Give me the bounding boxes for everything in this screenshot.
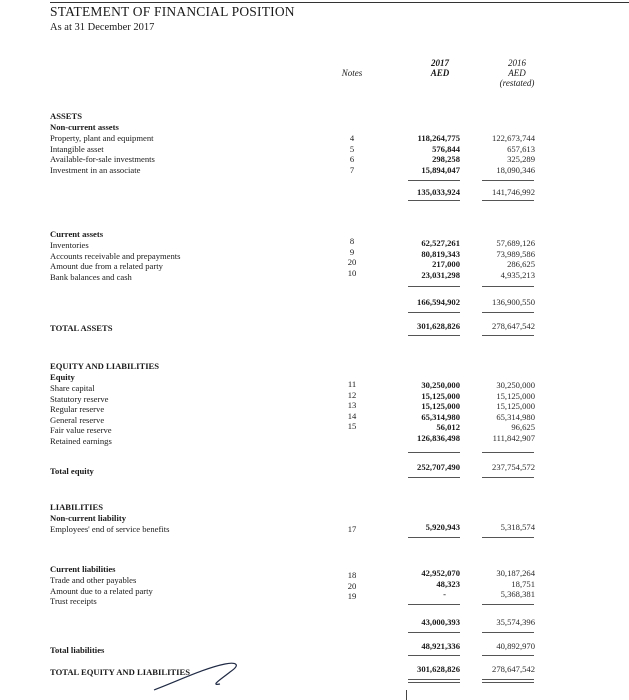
equity-heading: Equity (50, 372, 75, 382)
current-liabilities-heading: Current liabilities (50, 564, 116, 574)
value-2016: 30,187,264 (496, 568, 535, 578)
total-rule (482, 335, 534, 336)
row-note: 9 (349, 246, 355, 257)
total-liabilities-2016: 40,892,970 (496, 641, 535, 651)
current-assets-labels (50, 240, 181, 282)
statement-date: As at 31 December 2017 (50, 22, 155, 33)
value-2017: - (443, 589, 446, 599)
row-note: 20 (347, 257, 357, 267)
row-label: Available-for-sale investments (50, 154, 155, 164)
value-2017: 23,031,298 (421, 269, 460, 280)
value-2016: 122,673,744 (492, 133, 535, 143)
subtotal-rule (482, 632, 534, 633)
signature-stroke (150, 650, 270, 698)
subtotal-rule (408, 655, 460, 656)
value-2016: 57,689,126 (496, 238, 535, 248)
total-assets-2016: 278,647,542 (492, 321, 535, 331)
year-2017-header (415, 58, 465, 78)
row-label: Trade and other payables (50, 575, 137, 585)
row-label: Fair value reserve (50, 425, 112, 435)
subtotal-rule (482, 286, 534, 287)
equity-2017 (380, 380, 460, 443)
year-2016-header (487, 58, 547, 88)
value-2016: 657,613 (507, 143, 535, 154)
subtotal-rule (482, 180, 534, 181)
value-2016: 15,125,000 (496, 401, 535, 411)
row-note: 10 (347, 267, 357, 278)
total-rule (482, 679, 534, 680)
total-assets-label: TOTAL ASSETS (50, 323, 113, 333)
row-label: Regular reserve (50, 404, 105, 414)
value-2016: 5,318,574 (500, 522, 535, 532)
value-2017: 56,012 (436, 422, 460, 432)
row-note: 17 (347, 524, 357, 534)
row-label: Property, plant and equipment (50, 133, 154, 143)
subtotal-rule (482, 537, 534, 538)
current-liabilities-notes (342, 570, 362, 602)
total-equity-liabilities-label: TOTAL EQUITY AND LIABILITIES (50, 667, 191, 677)
value-2017: 80,819,343 (421, 248, 460, 259)
value-2016: 111,842,907 (492, 432, 535, 443)
row-label: Amount due from a related party (50, 261, 163, 271)
subtotal-rule (408, 477, 460, 478)
value-2016: 18,090,346 (496, 164, 535, 175)
row-note: 14 (347, 410, 357, 421)
total-equity-liabilities-2016: 278,647,542 (492, 664, 535, 674)
value-2017: 217,000 (432, 259, 460, 269)
noncurrent-assets-total-2017: 135,033,924 (417, 187, 460, 197)
value-2017: 5,920,943 (425, 522, 460, 532)
value-2016: 286,625 (507, 259, 535, 269)
row-label: General reserve (50, 414, 105, 425)
value-2016: 325,289 (507, 154, 535, 164)
top-rule (50, 2, 629, 3)
row-label: Bank balances and cash (50, 271, 132, 282)
value-2017: 298,258 (432, 154, 460, 164)
subtotal-rule (408, 286, 460, 287)
row-label: Accounts receivable and prepayments (50, 250, 181, 261)
value-2016: 65,314,980 (496, 411, 535, 422)
total-liabilities-label: Total liabilities (50, 645, 105, 655)
current-assets-total-2016: 136,900,550 (492, 297, 535, 307)
current-liabilities-total-2016: 35,574,396 (496, 617, 535, 627)
value-2017: 48,323 (436, 578, 460, 589)
current-assets-2017 (380, 238, 460, 280)
subtotal-rule (482, 477, 534, 478)
row-note: 20 (347, 580, 357, 591)
currency-2016-label: AED (508, 68, 526, 78)
row-label: Retained earnings (50, 435, 112, 446)
subtotal-rule (408, 452, 460, 453)
row-note: 5 (349, 143, 355, 154)
row-note: 15 (347, 421, 357, 431)
current-assets-heading: Current assets (50, 229, 104, 239)
noncurrent-assets-notes (342, 133, 362, 175)
row-label: Trust receipts (50, 596, 97, 606)
subtotal-rule (482, 200, 534, 201)
subtotal-rule (482, 604, 534, 605)
current-assets-notes (342, 236, 362, 278)
row-note: 13 (347, 400, 357, 410)
value-2017: 15,125,000 (421, 390, 460, 401)
page-edge-mark (406, 690, 407, 700)
row-note: 6 (349, 154, 355, 164)
noncurrent-assets-2017 (380, 133, 460, 175)
noncurrent-liability-heading: Non-current liability (50, 513, 126, 523)
row-note: 11 (347, 379, 357, 389)
total-liabilities-2017: 48,921,336 (421, 641, 460, 651)
year-2017-label: 2017 (431, 58, 449, 68)
value-2016: 30,250,000 (496, 380, 535, 390)
value-2017: 126,836,498 (417, 432, 460, 443)
equity-2016 (455, 380, 535, 443)
current-assets-2016 (455, 238, 535, 280)
row-label: Intangible asset (50, 143, 104, 154)
currency-2017-label: AED (430, 68, 450, 78)
current-liabilities-2016 (455, 568, 535, 600)
subtotal-rule (482, 655, 534, 656)
row-note: 8 (349, 236, 355, 246)
subtotal-rule (408, 312, 460, 313)
row-label: Employees' end of service benefits (50, 524, 170, 534)
current-assets-total-2017: 166,594,902 (417, 297, 460, 307)
current-liabilities-labels (50, 575, 153, 607)
total-equity-label: Total equity (50, 466, 94, 476)
equity-liabilities-heading: EQUITY AND LIABILITIES (50, 361, 160, 371)
subtotal-rule (408, 180, 460, 181)
total-assets-2017: 301,628,826 (417, 321, 460, 331)
noncurrent-assets-total-2016: 141,746,992 (492, 187, 535, 197)
value-2017: 42,952,070 (421, 568, 460, 578)
value-2017: 15,894,047 (421, 164, 460, 175)
subtotal-rule (482, 312, 534, 313)
subtotal-rule (482, 452, 534, 453)
liabilities-heading: LIABILITIES (50, 502, 104, 512)
value-2017: 30,250,000 (421, 380, 460, 390)
row-note: 4 (349, 133, 355, 143)
subtotal-rule (408, 632, 460, 633)
total-rule (408, 682, 460, 683)
row-label: Inventories (50, 240, 89, 250)
value-2017: 65,314,980 (421, 411, 460, 422)
current-liabilities-total-2017: 43,000,393 (421, 617, 460, 627)
value-2017: 576,844 (432, 143, 460, 154)
value-2016: 96,625 (511, 422, 535, 432)
notes-column-header: Notes (341, 68, 363, 78)
value-2016: 73,989,586 (496, 248, 535, 259)
total-equity-2017: 252,707,490 (417, 462, 460, 472)
total-equity-2016: 237,754,572 (492, 462, 535, 472)
total-equity-liabilities-2017: 301,628,826 (417, 664, 460, 674)
noncurrent-assets-heading: Non-current assets (50, 122, 119, 132)
row-note: 7 (349, 164, 355, 175)
equity-labels (50, 383, 112, 446)
assets-heading: ASSETS (50, 111, 83, 121)
total-rule (408, 679, 460, 680)
row-note: 18 (347, 570, 357, 580)
value-2016: 15,125,000 (496, 390, 535, 401)
noncurrent-assets-labels (50, 133, 155, 175)
subtotal-rule (408, 604, 460, 605)
value-2016: 18,751 (511, 578, 535, 589)
value-2016: 5,368,381 (500, 589, 535, 599)
row-label: Investment in an associate (50, 164, 141, 175)
value-2017: 62,527,261 (421, 238, 460, 248)
subtotal-rule (408, 200, 460, 201)
subtotal-rule (408, 537, 460, 538)
restated-label: (restated) (499, 78, 535, 88)
total-rule (408, 335, 460, 336)
value-2017: 118,264,775 (417, 133, 460, 143)
row-label: Amount due to a related party (50, 585, 153, 596)
noncurrent-assets-2016 (455, 133, 535, 175)
row-label: Share capital (50, 383, 95, 393)
value-2016: 4,935,213 (500, 269, 535, 280)
total-rule (482, 682, 534, 683)
statement-title: STATEMENT OF FINANCIAL POSITION (50, 4, 295, 19)
current-liabilities-2017 (380, 568, 460, 600)
value-2017: 15,125,000 (421, 401, 460, 411)
year-2016-label: 2016 (508, 58, 526, 68)
row-note: 19 (347, 591, 357, 601)
row-label: Statutory reserve (50, 393, 109, 404)
equity-notes (342, 379, 362, 432)
row-note: 12 (347, 389, 357, 400)
